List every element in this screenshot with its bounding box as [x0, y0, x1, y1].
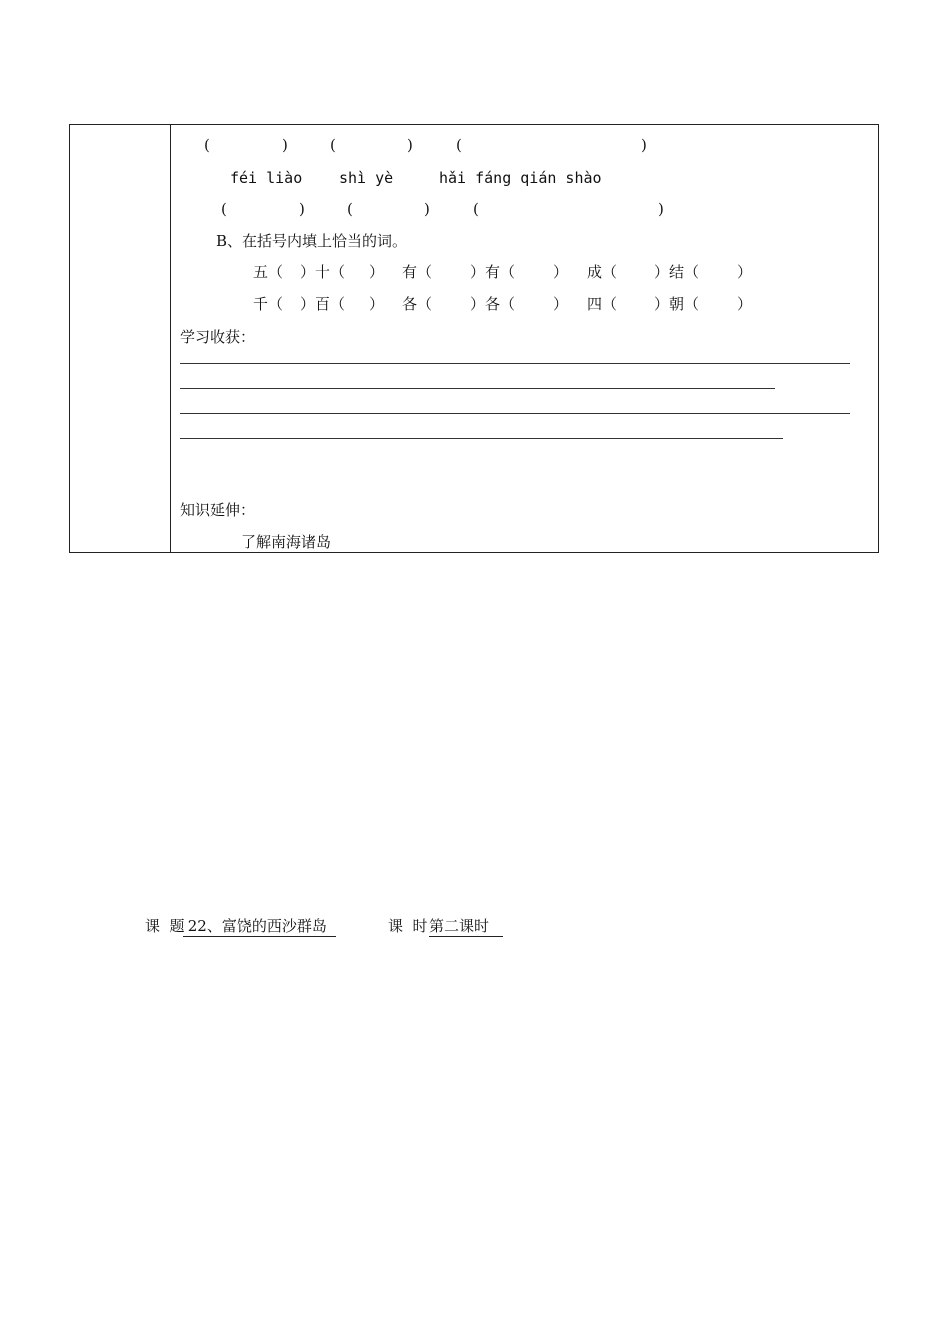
paren-close: ) [407, 136, 413, 154]
paren-close: ) [641, 136, 647, 154]
idiom-blank: ）朝（ [654, 295, 700, 313]
paren-close: ) [658, 200, 664, 218]
idiom-blank: 各（ [402, 295, 433, 313]
paren-open: ( [456, 136, 462, 154]
period-label: 课 时 [388, 917, 428, 935]
answer-line [180, 363, 850, 364]
topic-value: 22、富饶的西沙群岛 [183, 917, 337, 935]
topic-label: 课 题 [145, 917, 185, 935]
paren-open: ( [347, 200, 353, 218]
idiom-blank: ） [369, 295, 385, 313]
idiom-blank: 有（ [402, 263, 433, 281]
idiom-blank: ） [369, 263, 385, 281]
idiom-blank: ）百（ [300, 295, 346, 313]
pinyin-word: shì yè [339, 169, 394, 187]
idiom-blank: ） [737, 295, 753, 313]
idiom-blank: ）结（ [654, 263, 700, 281]
paren-close: ) [424, 200, 430, 218]
idiom-blank: 千（ [253, 295, 284, 313]
idiom-blank: ） [737, 263, 753, 281]
learning-gain-label: 学习收获： [180, 328, 256, 346]
knowledge-extension-label: 知识延伸： [180, 501, 256, 519]
answer-line [180, 438, 783, 439]
paren-close: ) [282, 136, 288, 154]
idiom-blank: ） [553, 295, 569, 313]
idiom-blank: 四（ [587, 295, 618, 313]
knowledge-extension-content: 了解南海诸岛 [241, 533, 332, 551]
table-column-divider [170, 124, 171, 553]
answer-line [180, 413, 850, 414]
pinyin-word: féi liào [230, 169, 303, 187]
idiom-blank: ） [553, 263, 569, 281]
period-value: 第二课时 [429, 917, 504, 935]
answer-line [180, 388, 775, 389]
exercise-b-instruction: B、在括号内填上恰当的词。 [216, 232, 408, 250]
idiom-blank: 五（ [253, 263, 284, 281]
idiom-blank: ）十（ [300, 263, 346, 281]
pinyin-word: hǎi fáng qián shào [439, 169, 602, 187]
paren-close: ) [299, 200, 305, 218]
paren-open: ( [221, 200, 227, 218]
idiom-blank: ）有（ [470, 263, 516, 281]
idiom-blank: ）各（ [470, 295, 516, 313]
paren-open: ( [204, 136, 210, 154]
paren-open: ( [330, 136, 336, 154]
paren-open: ( [473, 200, 479, 218]
idiom-blank: 成（ [587, 263, 618, 281]
